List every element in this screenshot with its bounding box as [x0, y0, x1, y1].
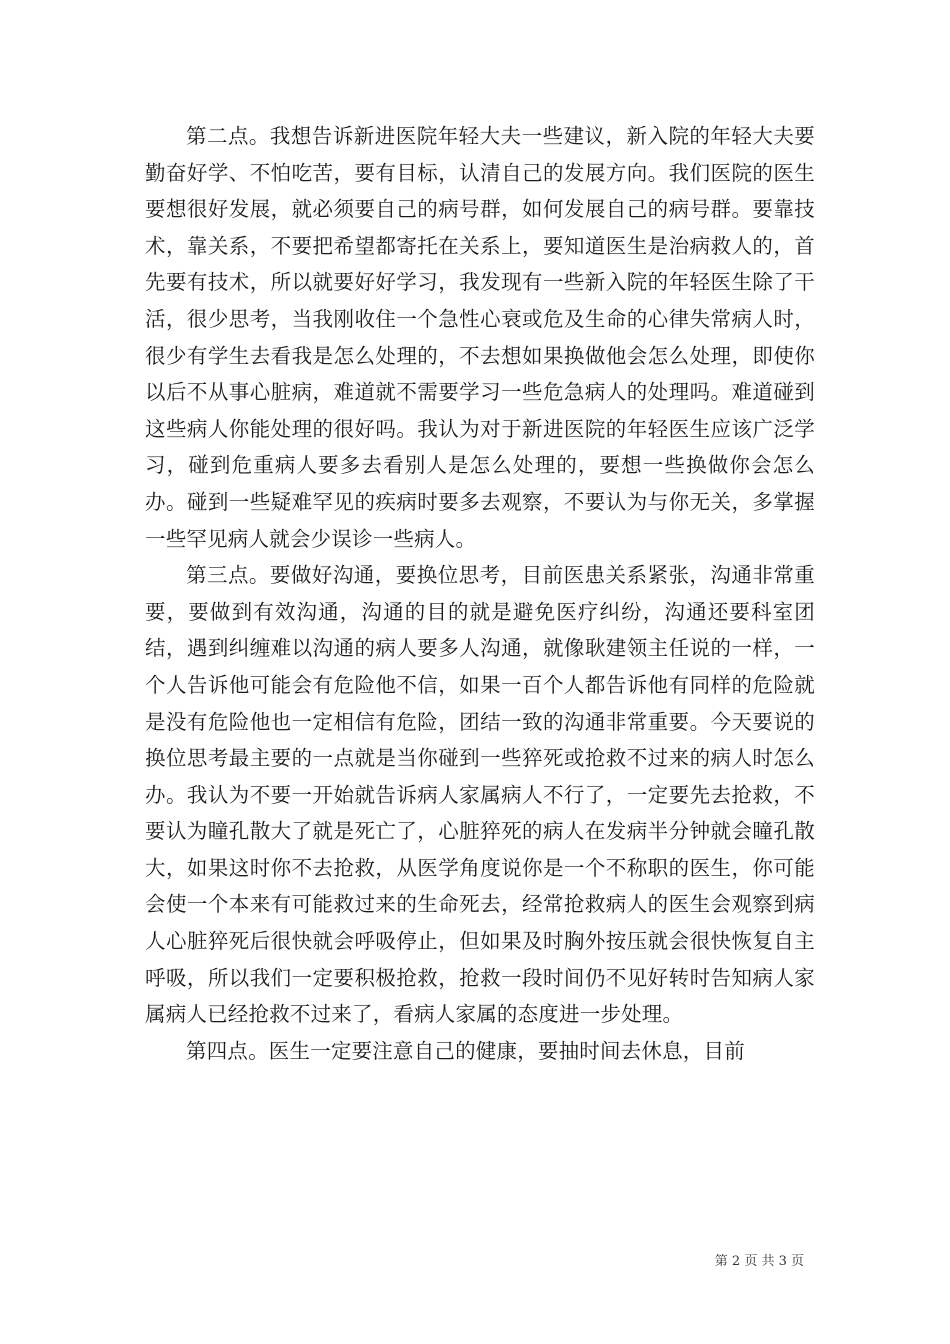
- paragraph-point-three: 第三点。要做好沟通，要换位思考，目前医患关系紧张，沟通非常重要，要做到有效沟通，沟通的目的就是避免医疗纠纷，沟通还要科室团结，遇到纠缠难以沟通的病人要多人沟通，就像耿建领主任说的一样，一个人告诉他可能会有危险他不信，如果一百个人都告诉他有同样的危险就是没有危险他也一定相信有危险，团结一致的沟通非常重要。今天要说的换位思考最主要的一点就是当你碰到一些猝死或抢救不过来的病人时怎么办。我认为不要一开始就告诉病人家属病人不行了，一定要先去抢救，不要认为瞳孔散大了就是死亡了，心脏猝死的病人在发病半分钟就会瞳孔散大，如果这时你不去抢救，从医学角度说你是一个不称职的医生，你可能会使一个本来有可能救过来的生命死去，经常抢救病人的医生会观察到病人心脏猝死后很快就会呼吸停止，但如果及时胸外按压就会很快恢复自主呼吸，所以我们一定要积极抢救，抢救一段时间仍不见好转时告知病人家属病人已经抢救不过来了，看病人家属的态度进一步处理。: [145, 563, 815, 1027]
- paragraph-point-two: 第二点。我想告诉新进医院年轻大夫一些建议，新入院的年轻大夫要勤奋好学、不怕吃苦，要有目标，认清自己的发展方向。我们医院的医生要想很好发展，就必须要自己的病号群，如何发展自己的病号群。要靠技术，靠关系，不要把希望都寄托在关系上，要知道医生是治病救人的，首先要有技术，所以就要好好学习，我发现有一些新入院的年轻医生除了干活，很少思考，当我刚收住一个急性心衰或危及生命的心律失常病人时，很少有学生去看我是怎么处理的，不去想如果换做他会怎么处理，即使你以后不从事心脏病，难道就不需要学习一些危急病人的处理吗。难道碰到这些病人你能处理的很好吗。我认为对于新进医院的年轻医生应该广泛学习，碰到危重病人要多去看别人是怎么处理的，要想一些换做你会怎么办。碰到一些疑难罕见的疾病时要多去观察，不要认为与你无关，多掌握一些罕见病人就会少误诊一些病人。: [145, 124, 815, 551]
- document-body: [145, 118, 815, 1069]
- paragraph-point-four: 第四点。医生一定要注意自己的健康，要抽时间去休息，目前: [186, 1038, 745, 1063]
- page-number-footer: 第 2 页 共 3 页: [714, 1254, 804, 1269]
